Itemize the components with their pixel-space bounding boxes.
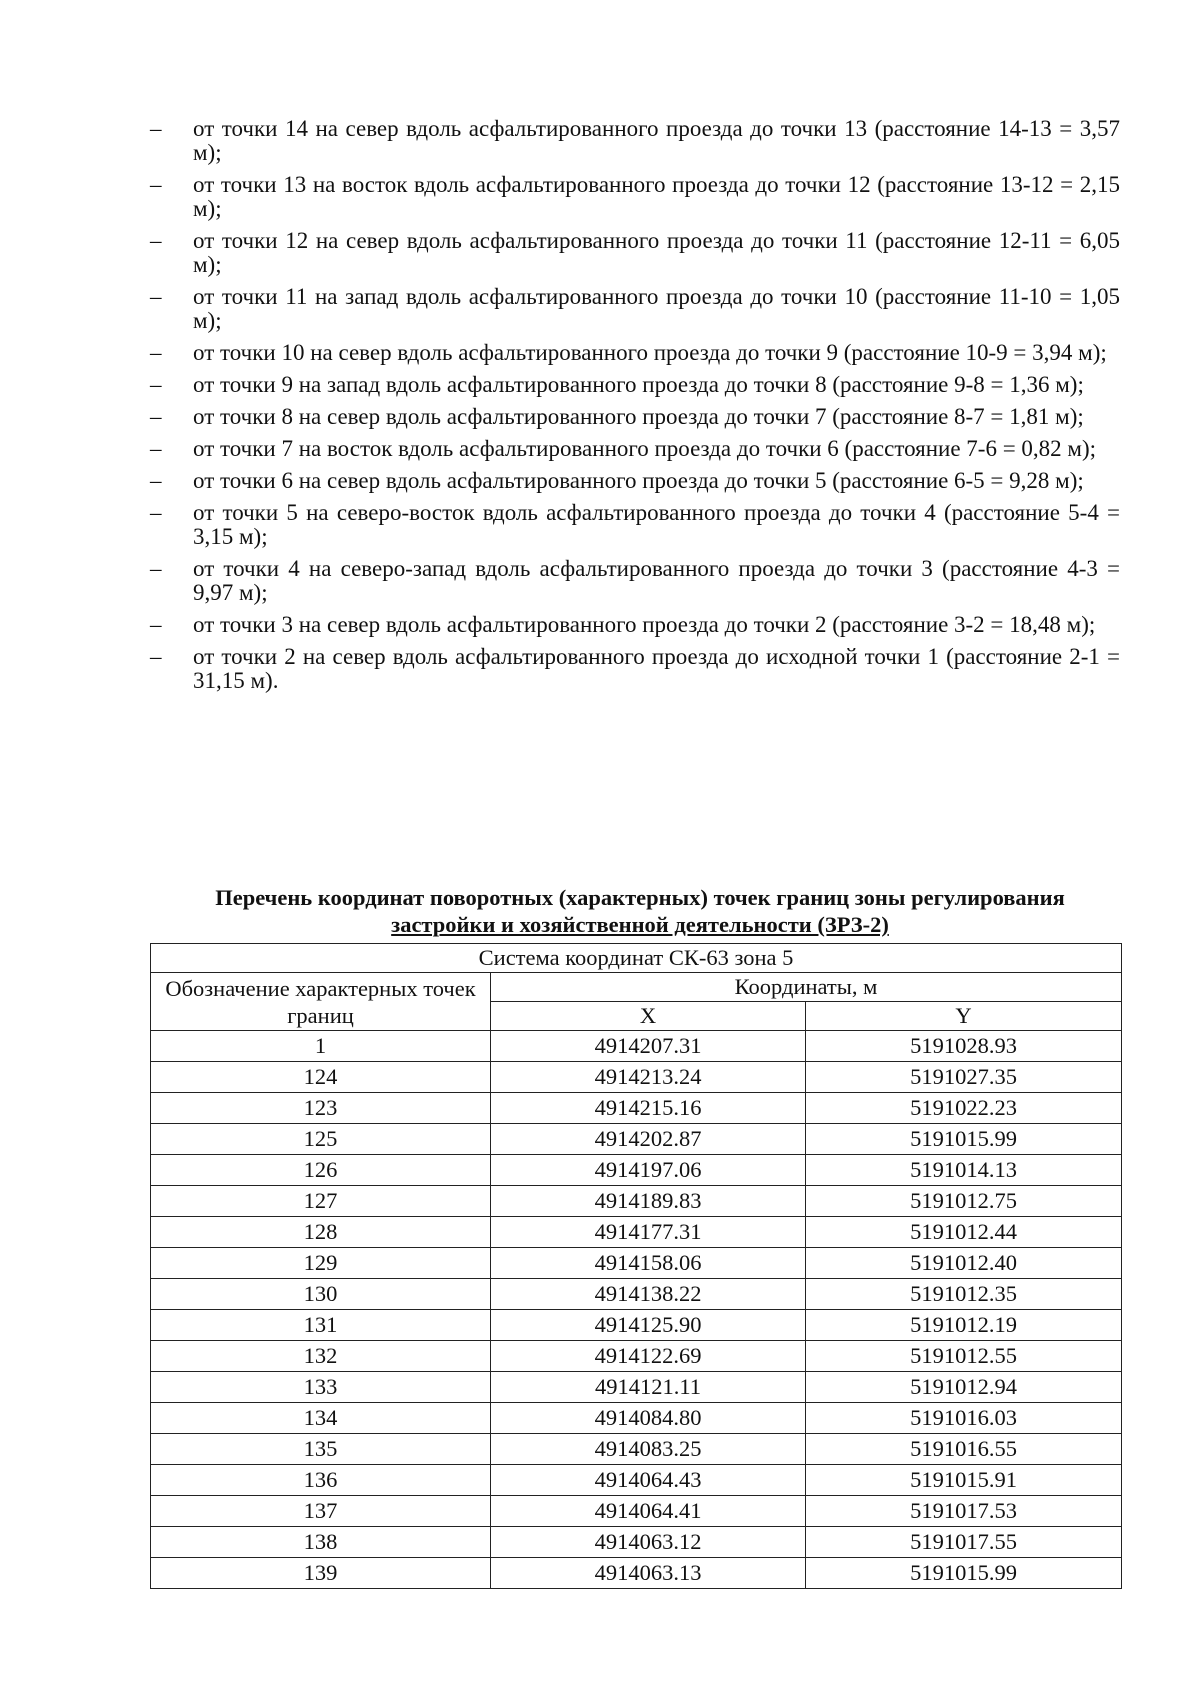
segment-text: от точки 2 на север вдоль асфальтированного проезда до исходной точки 1 (расстояние 2-1 = 31,15 м). xyxy=(193,644,1120,693)
y-coordinate-cell: 5191022.23 xyxy=(806,1093,1122,1124)
dash-bullet: – xyxy=(150,556,162,581)
table-row xyxy=(151,1496,1122,1527)
y-coordinate-cell: 5191016.03 xyxy=(806,1403,1122,1434)
y-coordinate-cell: 5191027.35 xyxy=(806,1062,1122,1093)
coordinates-header: Координаты, м xyxy=(491,973,1122,1002)
x-header: X xyxy=(491,1002,806,1031)
x-coordinate-cell: 4914083.25 xyxy=(491,1434,806,1465)
boundary-segment-item xyxy=(150,501,1120,549)
segment-text: от точки 12 на север вдоль асфальтированного проезда до точки 11 (расстояние 12-11 = 6,05 м); xyxy=(193,228,1120,277)
y-header: Y xyxy=(806,1002,1122,1031)
coordinate-system-cell: Система координат СК-63 зона 5 xyxy=(151,944,1122,973)
point-cell: 128 xyxy=(151,1217,491,1248)
boundary-segment-item xyxy=(150,613,1120,637)
dash-bullet: – xyxy=(150,172,162,197)
table-row xyxy=(151,1279,1122,1310)
segment-text: от точки 14 на север вдоль асфальтированного проезда до точки 13 (расстояние 14-13 = 3,57 м); xyxy=(193,116,1120,165)
segment-text: от точки 4 на северо-запад вдоль асфальтированного проезда до точки 3 (расстояние 4-3 = 9,97 м); xyxy=(193,556,1120,605)
point-cell: 137 xyxy=(151,1496,491,1527)
y-coordinate-cell: 5191015.99 xyxy=(806,1124,1122,1155)
x-coordinate-cell: 4914189.83 xyxy=(491,1186,806,1217)
segment-text: от точки 11 на запад вдоль асфальтированного проезда до точки 10 (расстояние 11-10 = 1,05 м); xyxy=(193,284,1120,333)
x-coordinate-cell: 4914207.31 xyxy=(491,1031,806,1062)
x-coordinate-cell: 4914122.69 xyxy=(491,1341,806,1372)
table-row xyxy=(151,1310,1122,1341)
table-row xyxy=(151,1217,1122,1248)
segment-text: от точки 10 на север вдоль асфальтированного проезда до точки 9 (расстояние 10-9 = 3,94 м); xyxy=(193,340,1107,365)
dash-bullet: – xyxy=(150,404,162,429)
point-cell: 130 xyxy=(151,1279,491,1310)
y-coordinate-cell: 5191014.13 xyxy=(806,1155,1122,1186)
x-coordinate-cell: 4914215.16 xyxy=(491,1093,806,1124)
segment-text: от точки 7 на восток вдоль асфальтированного проезда до точки 6 (расстояние 7-6 = 0,82 м); xyxy=(193,436,1097,461)
point-cell: 136 xyxy=(151,1465,491,1496)
point-cell: 126 xyxy=(151,1155,491,1186)
segment-text: от точки 13 на восток вдоль асфальтированного проезда до точки 12 (расстояние 13-12 = 2,15 м); xyxy=(193,172,1120,221)
x-coordinate-cell: 4914158.06 xyxy=(491,1248,806,1279)
x-coordinate-cell: 4914064.43 xyxy=(491,1465,806,1496)
x-coordinate-cell: 4914213.24 xyxy=(491,1062,806,1093)
segment-text: от точки 9 на запад вдоль асфальтированного проезда до точки 8 (расстояние 9-8 = 1,36 м); xyxy=(193,372,1084,397)
boundary-segment-item xyxy=(150,557,1120,605)
y-coordinate-cell: 5191012.75 xyxy=(806,1186,1122,1217)
point-cell: 1 xyxy=(151,1031,491,1062)
table-row xyxy=(151,1403,1122,1434)
y-coordinate-cell: 5191017.55 xyxy=(806,1527,1122,1558)
coordinates-table xyxy=(150,943,1122,1589)
table-row xyxy=(151,1248,1122,1279)
segment-text: от точки 8 на север вдоль асфальтированного проезда до точки 7 (расстояние 8-7 = 1,81 м); xyxy=(193,404,1084,429)
boundary-segment-item xyxy=(150,437,1120,461)
table-row xyxy=(151,1558,1122,1589)
segment-text: от точки 6 на север вдоль асфальтированного проезда до точки 5 (расстояние 6-5 = 9,28 м); xyxy=(193,468,1084,493)
point-cell: 131 xyxy=(151,1310,491,1341)
point-cell: 133 xyxy=(151,1372,491,1403)
dash-bullet: – xyxy=(150,228,162,253)
y-coordinate-cell: 5191017.53 xyxy=(806,1496,1122,1527)
x-coordinate-cell: 4914121.11 xyxy=(491,1372,806,1403)
table-row xyxy=(151,1465,1122,1496)
table-row xyxy=(151,1031,1122,1062)
y-coordinate-cell: 5191012.35 xyxy=(806,1279,1122,1310)
table-row xyxy=(151,1093,1122,1124)
dash-bullet: – xyxy=(150,500,162,525)
boundary-segment-item xyxy=(150,405,1120,429)
boundary-segment-item xyxy=(150,645,1120,693)
table-row xyxy=(151,1062,1122,1093)
boundary-segment-item xyxy=(150,229,1120,277)
boundary-segment-item xyxy=(150,173,1120,221)
point-cell: 127 xyxy=(151,1186,491,1217)
table-row xyxy=(151,1372,1122,1403)
point-designation-header: Обозначение характерных точек границ xyxy=(151,973,491,1031)
table-system-row xyxy=(151,944,1122,973)
point-cell: 139 xyxy=(151,1558,491,1589)
y-coordinate-cell: 5191028.93 xyxy=(806,1031,1122,1062)
table-row xyxy=(151,1527,1122,1558)
boundary-segment-item xyxy=(150,285,1120,333)
dash-bullet: – xyxy=(150,116,162,141)
y-coordinate-cell: 5191015.91 xyxy=(806,1465,1122,1496)
dash-bullet: – xyxy=(150,284,162,309)
coordinates-table-body xyxy=(151,944,1122,1589)
x-coordinate-cell: 4914125.90 xyxy=(491,1310,806,1341)
dash-bullet: – xyxy=(150,468,162,493)
table-row xyxy=(151,1155,1122,1186)
x-coordinate-cell: 4914177.31 xyxy=(491,1217,806,1248)
point-cell: 138 xyxy=(151,1527,491,1558)
segment-text: от точки 5 на северо-восток вдоль асфальтированного проезда до точки 4 (расстояние 5-4 = 3,15 м); xyxy=(193,500,1120,549)
dash-bullet: – xyxy=(150,340,162,365)
point-cell: 129 xyxy=(151,1248,491,1279)
table-row xyxy=(151,1434,1122,1465)
point-cell: 134 xyxy=(151,1403,491,1434)
boundary-segment-item xyxy=(150,117,1120,165)
y-coordinate-cell: 5191012.44 xyxy=(806,1217,1122,1248)
point-cell: 125 xyxy=(151,1124,491,1155)
boundary-segment-item xyxy=(150,373,1120,397)
y-coordinate-cell: 5191012.19 xyxy=(806,1310,1122,1341)
boundary-description-list xyxy=(150,117,1120,701)
dash-bullet: – xyxy=(150,612,162,637)
boundary-segment-item xyxy=(150,341,1120,365)
segment-text: от точки 3 на север вдоль асфальтированного проезда до точки 2 (расстояние 3-2 = 18,48 м); xyxy=(193,612,1096,637)
dash-bullet: – xyxy=(150,372,162,397)
table-row xyxy=(151,1124,1122,1155)
x-coordinate-cell: 4914202.87 xyxy=(491,1124,806,1155)
caption-line-1: Перечень координат поворотных (характерных) точек границ зоны регулирования xyxy=(215,885,1065,910)
table-row xyxy=(151,1186,1122,1217)
table-caption xyxy=(160,884,1120,938)
y-coordinate-cell: 5191012.55 xyxy=(806,1341,1122,1372)
boundary-segment-item xyxy=(150,469,1120,493)
x-coordinate-cell: 4914063.12 xyxy=(491,1527,806,1558)
y-coordinate-cell: 5191016.55 xyxy=(806,1434,1122,1465)
x-coordinate-cell: 4914138.22 xyxy=(491,1279,806,1310)
dash-bullet: – xyxy=(150,436,162,461)
point-cell: 123 xyxy=(151,1093,491,1124)
x-coordinate-cell: 4914084.80 xyxy=(491,1403,806,1434)
y-coordinate-cell: 5191012.94 xyxy=(806,1372,1122,1403)
table-row xyxy=(151,1341,1122,1372)
y-coordinate-cell: 5191012.40 xyxy=(806,1248,1122,1279)
point-cell: 124 xyxy=(151,1062,491,1093)
dash-bullet: – xyxy=(150,644,162,669)
point-cell: 135 xyxy=(151,1434,491,1465)
caption-line-2: застройки и хозяйственной деятельности (ЗРЗ-2) xyxy=(391,912,889,937)
x-coordinate-cell: 4914063.13 xyxy=(491,1558,806,1589)
y-coordinate-cell: 5191015.99 xyxy=(806,1558,1122,1589)
x-coordinate-cell: 4914197.06 xyxy=(491,1155,806,1186)
table-header-row xyxy=(151,973,1122,1002)
point-cell: 132 xyxy=(151,1341,491,1372)
x-coordinate-cell: 4914064.41 xyxy=(491,1496,806,1527)
